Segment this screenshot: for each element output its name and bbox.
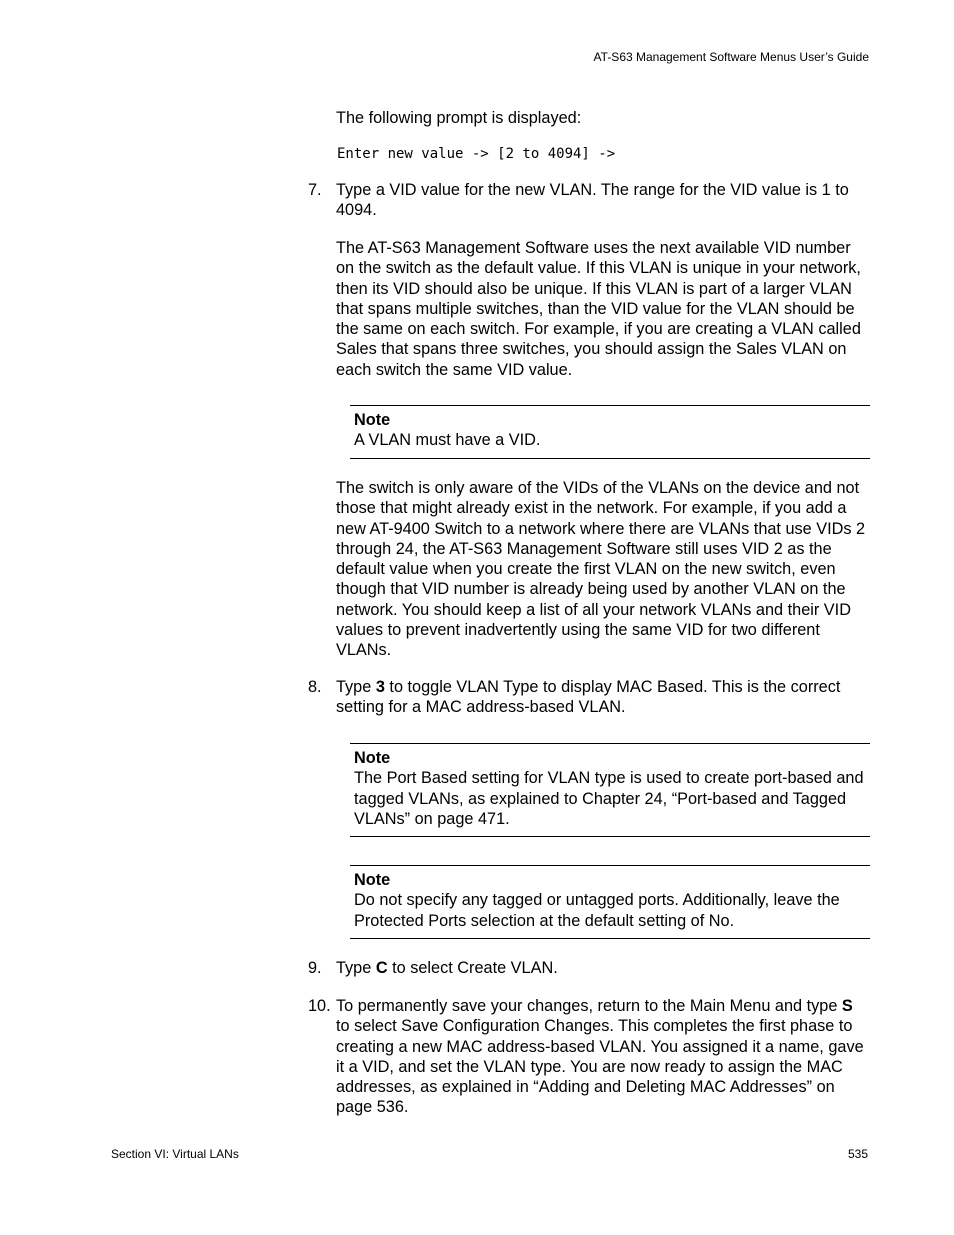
prompt-code-line: Enter new value -> [2 to 4094] -> xyxy=(337,146,616,162)
key-s: S xyxy=(841,997,853,1015)
step-7-paragraph-1: The AT-S63 Management Software uses the next available VID number on the switch as the default value. If this VLAN is unique in your network, then its VID should also be unique. If this VLAN is part of a larger VLAN that spans multiple switches, than the VID value for the VLAN should be the same on each switch. For example, if you are creating a VLAN called Sales that spans three switches, you should assign the Sales VLAN on each switch the same VID value. xyxy=(336,239,861,379)
key-3: 3 xyxy=(375,678,385,696)
note-box-ports xyxy=(350,865,870,939)
step-number: 10. xyxy=(308,997,331,1015)
note-box-vid xyxy=(350,405,870,459)
step-number: 8. xyxy=(308,678,322,696)
intro-paragraph: The following prompt is displayed: xyxy=(336,109,582,127)
footer-section: Section VI: Virtual LANs xyxy=(111,1147,239,1161)
note-box-port-based xyxy=(350,743,870,837)
note-title: Note xyxy=(354,871,391,889)
step-number: 9. xyxy=(308,959,322,977)
note-text: The Port Based setting for VLAN type is used to create port-based and tagged VLANs, as explained to Chapter 24, “Port-based and Tagged VLANs” on page 471. xyxy=(354,769,864,828)
step-text: Type C to select Create VLAN. xyxy=(336,959,558,977)
step-text: Type a VID value for the new VLAN. The range for the VID value is 1 to 4094. xyxy=(336,181,849,220)
step-number: 7. xyxy=(308,181,322,199)
step-7-paragraph-2: The switch is only aware of the VIDs of the VLANs on the device and not those that might already exist in the network. For example, if you add a new AT-9400 Switch to a network where there are VLANs that use VIDs 2 through 24, the AT-S63 Management Software still uses VID 2 as the default value when you create the first VLAN on the new switch, even though that VID number is already being used by another VLAN on the network. You should keep a list of all your network VLANs and their VID values to prevent inadvertently using the same VID for two different VLANs. xyxy=(336,479,866,660)
note-title: Note xyxy=(354,749,391,767)
key-c: C xyxy=(375,959,388,977)
note-text: A VLAN must have a VID. xyxy=(354,431,541,450)
running-header: AT-S63 Management Software Menus User’s Guide xyxy=(593,50,869,64)
note-title: Note xyxy=(354,411,391,429)
step-text: Type 3 to toggle VLAN Type to display MAC Based. This is the correct setting for a MAC address-based VLAN. xyxy=(336,678,841,717)
step-text: To permanently save your changes, return to the Main Menu and type S to select Save Configuration Changes. This completes the first phase to creating a new MAC address-based VLAN. You assigned it a name, gave it a VID, and set the VLAN type. You are now ready to assign the MAC addresses, as explained in “Adding and Deleting MAC Addresses” on page 536. xyxy=(336,997,864,1117)
footer-page-number: 535 xyxy=(847,1147,868,1161)
note-text: Do not specify any tagged or untagged ports. Additionally, leave the Protected Ports selection at the default setting of No. xyxy=(354,891,840,930)
